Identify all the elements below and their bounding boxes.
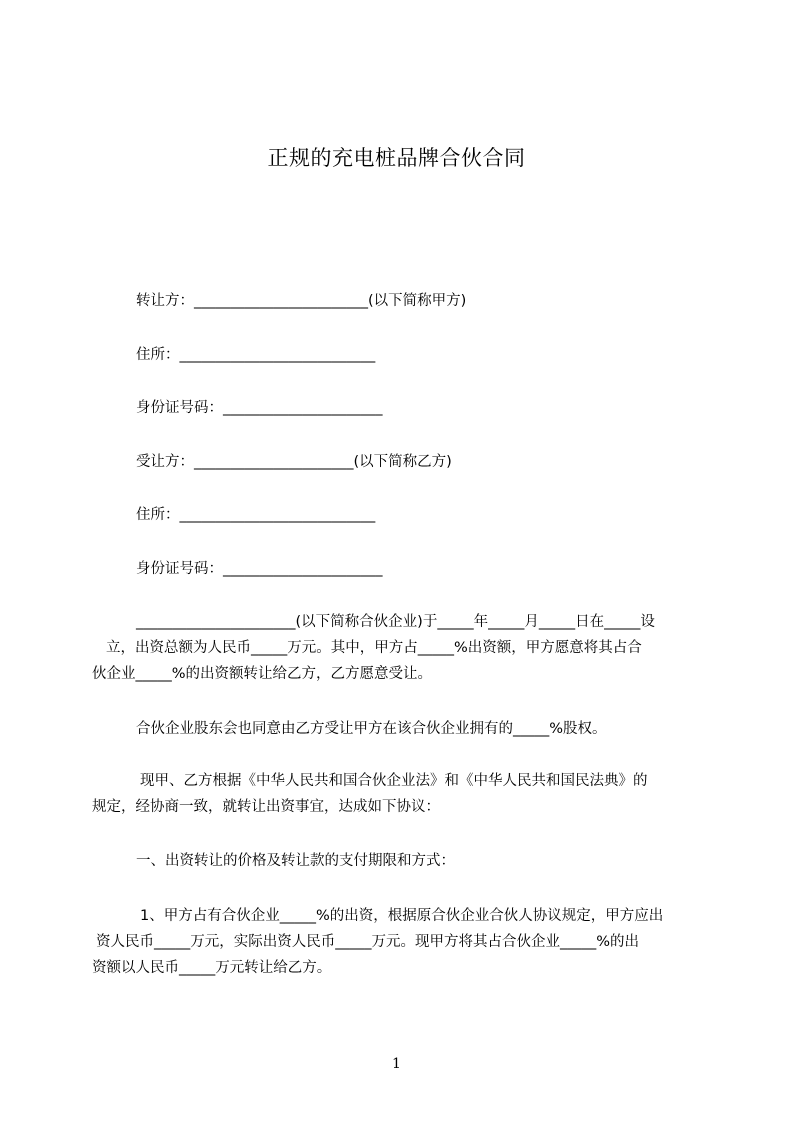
paragraph-line: 资人民币_____万元，实际出资人民币_____万元。现甲方将其占合伙企业_____%的出 xyxy=(96,934,640,950)
transferor-field: 转让方：________________________(以下简称甲方) xyxy=(136,293,467,309)
legal-basis-paragraph xyxy=(92,768,704,820)
paragraph-line: 资额以人民币_____万元转让给乙方。 xyxy=(92,960,332,976)
transferee-field: 受让方：______________________(以下简称乙方) xyxy=(136,454,452,470)
transferor-id-field: 身份证号码：______________________ xyxy=(136,400,383,416)
paragraph-line: 立，出资总额为人民币_____万元。其中，甲方占_____%出资额，甲方愿意将其占合 xyxy=(106,640,642,656)
shareholder-consent-paragraph xyxy=(92,716,704,742)
clause-1-paragraph xyxy=(92,903,704,981)
paragraph-line: 合伙企业股东会也同意由乙方受让甲方在该合伙企业拥有的_____%股权。 xyxy=(136,721,607,737)
page-number: 1 xyxy=(392,1056,401,1072)
partnership-paragraph xyxy=(92,609,704,687)
section-heading: 一、出资转让的价格及转让款的支付期限和方式： xyxy=(136,853,455,869)
transferee-address-field: 住所：___________________________ xyxy=(136,507,376,523)
transferor-address-field: 住所：___________________________ xyxy=(136,347,376,363)
paragraph-line: 伙企业_____%的出资额转让给乙方，乙方愿意受让。 xyxy=(92,666,433,682)
paragraph-line: 规定，经协商一致，就转让出资事宜，达成如下协议： xyxy=(92,799,440,815)
paragraph-line: 现甲、乙方根据《中华人民共和国合伙企业法》和《中华人民共和国民法典》的 xyxy=(140,773,648,789)
document-title: 正规的充电桩品牌合伙合同 xyxy=(267,146,526,170)
transferee-id-field: 身份证号码：______________________ xyxy=(136,561,383,577)
paragraph-line: ______________________(以下简称合伙企业)于_____年_____月_____日在_____设 xyxy=(136,614,655,630)
paragraph-line: 1、甲方占有合伙企业_____%的出资，根据原合伙企业合伙人协议规定，甲方应出 xyxy=(140,908,664,924)
